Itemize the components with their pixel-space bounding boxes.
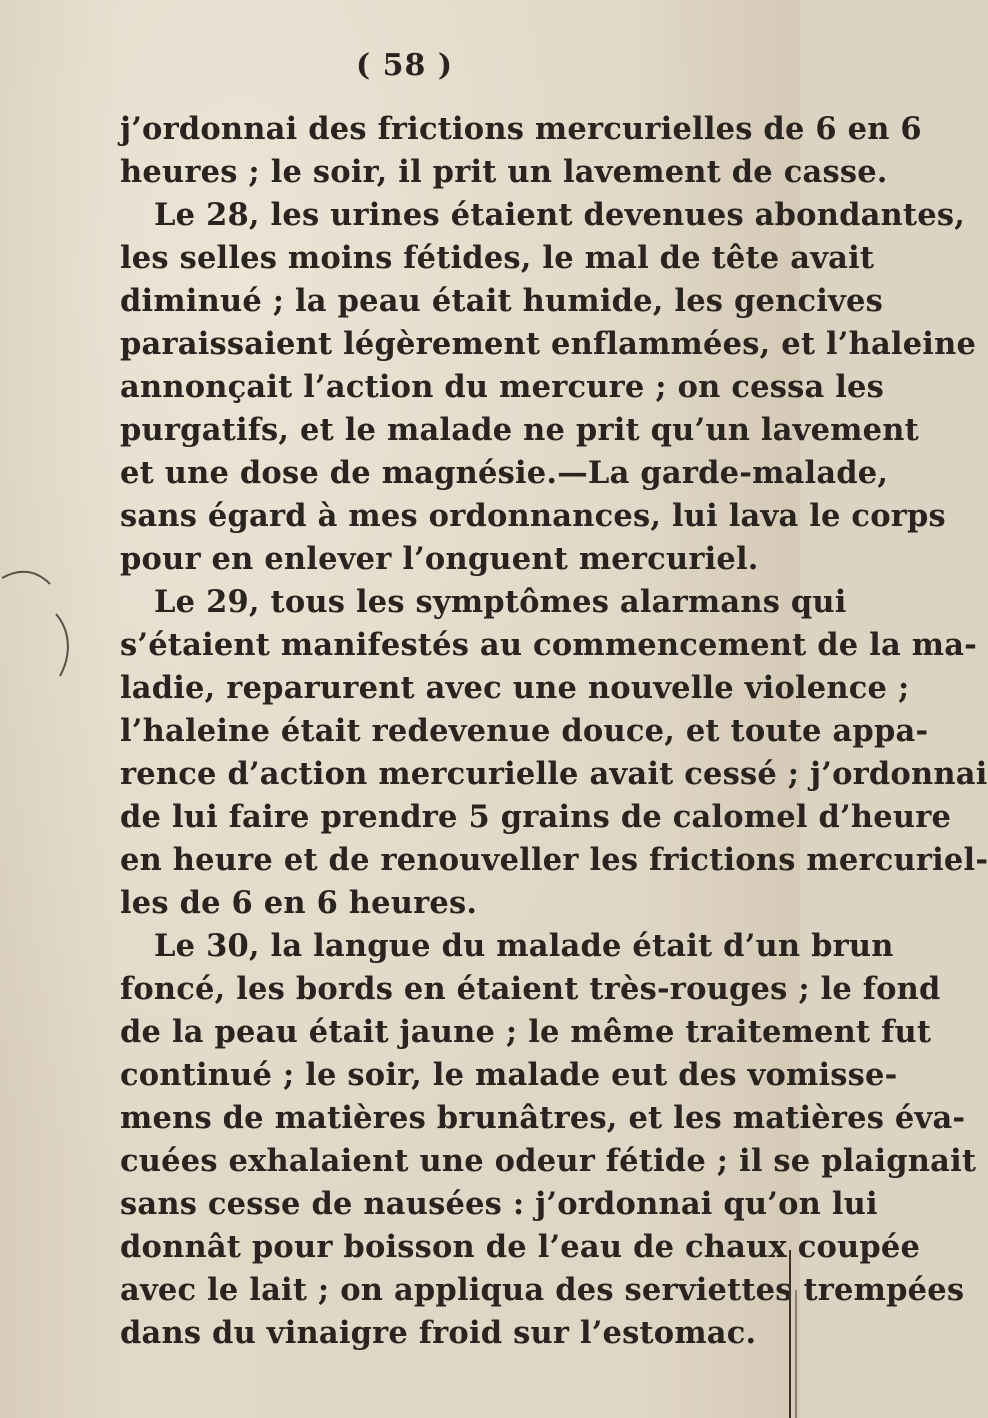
text-line: en heure et de renouveller les frictions mercuriel-: [120, 842, 988, 878]
margin-pencil-mark: [0, 558, 78, 698]
text-line: Le 28, les urines étaient devenues abondantes,: [154, 197, 966, 233]
text-line: dans du vinaigre froid sur l’estomac.: [120, 1315, 757, 1351]
text-line: foncé, les bords en étaient très-rouges ; le fond: [120, 971, 941, 1007]
text-line: sans cesse de nausées : j’ordonnai qu’on lui: [120, 1186, 878, 1222]
page-number: ( 58 ): [356, 48, 454, 83]
text-line: de lui faire prendre 5 grains de calomel d’heure: [120, 799, 952, 835]
page-edge-shadow: [760, 1250, 800, 1418]
text-line: donnât pour boisson de l’eau de chaux coupée: [120, 1229, 921, 1265]
text-line: rence d’action mercurielle avait cessé ; j’ordonnai: [120, 756, 988, 792]
text-line: et une dose de magnésie.—La garde-malade,: [120, 455, 889, 491]
text-line: les selles moins fétides, le mal de tête avait: [120, 240, 875, 276]
text-line: Le 29, tous les symptômes alarmans qui: [154, 584, 847, 620]
text-line: continué ; le soir, le malade eut des vomisse-: [120, 1057, 898, 1093]
text-line: mens de matières brunâtres, et les matières éva-: [120, 1100, 966, 1136]
text-line: j’ordonnai des frictions mercurielles de 6 en 6: [120, 111, 922, 147]
text-line: de la peau était jaune ; le même traitement fut: [120, 1014, 932, 1050]
text-line: l’haleine était redevenue douce, et toute appa-: [120, 713, 929, 749]
text-line: heures ; le soir, il prit un lavement de casse.: [120, 154, 888, 190]
text-line: ladie, reparurent avec une nouvelle violence ;: [120, 670, 910, 706]
text-line: diminué ; la peau était humide, les gencives: [120, 283, 883, 319]
text-line: avec le lait ; on appliqua des serviettes trempées: [120, 1272, 965, 1308]
text-line: Le 30, la langue du malade était d’un brun: [154, 928, 894, 964]
text-line: cuées exhalaient une odeur fétide ; il se plaignait: [120, 1143, 977, 1179]
text-line: pour en enlever l’onguent mercuriel.: [120, 541, 759, 577]
body-text: [120, 108, 988, 1355]
text-line: annonçait l’action du mercure ; on cessa les: [120, 369, 884, 405]
text-line: purgatifs, et le malade ne prit qu’un lavement: [120, 412, 919, 448]
text-line: les de 6 en 6 heures.: [120, 885, 478, 921]
text-line: sans égard à mes ordonnances, lui lava le corps: [120, 498, 946, 534]
text-line: paraissaient légèrement enflammées, et l’haleine: [120, 326, 977, 362]
text-line: s’étaient manifestés au commencement de la ma-: [120, 627, 978, 663]
